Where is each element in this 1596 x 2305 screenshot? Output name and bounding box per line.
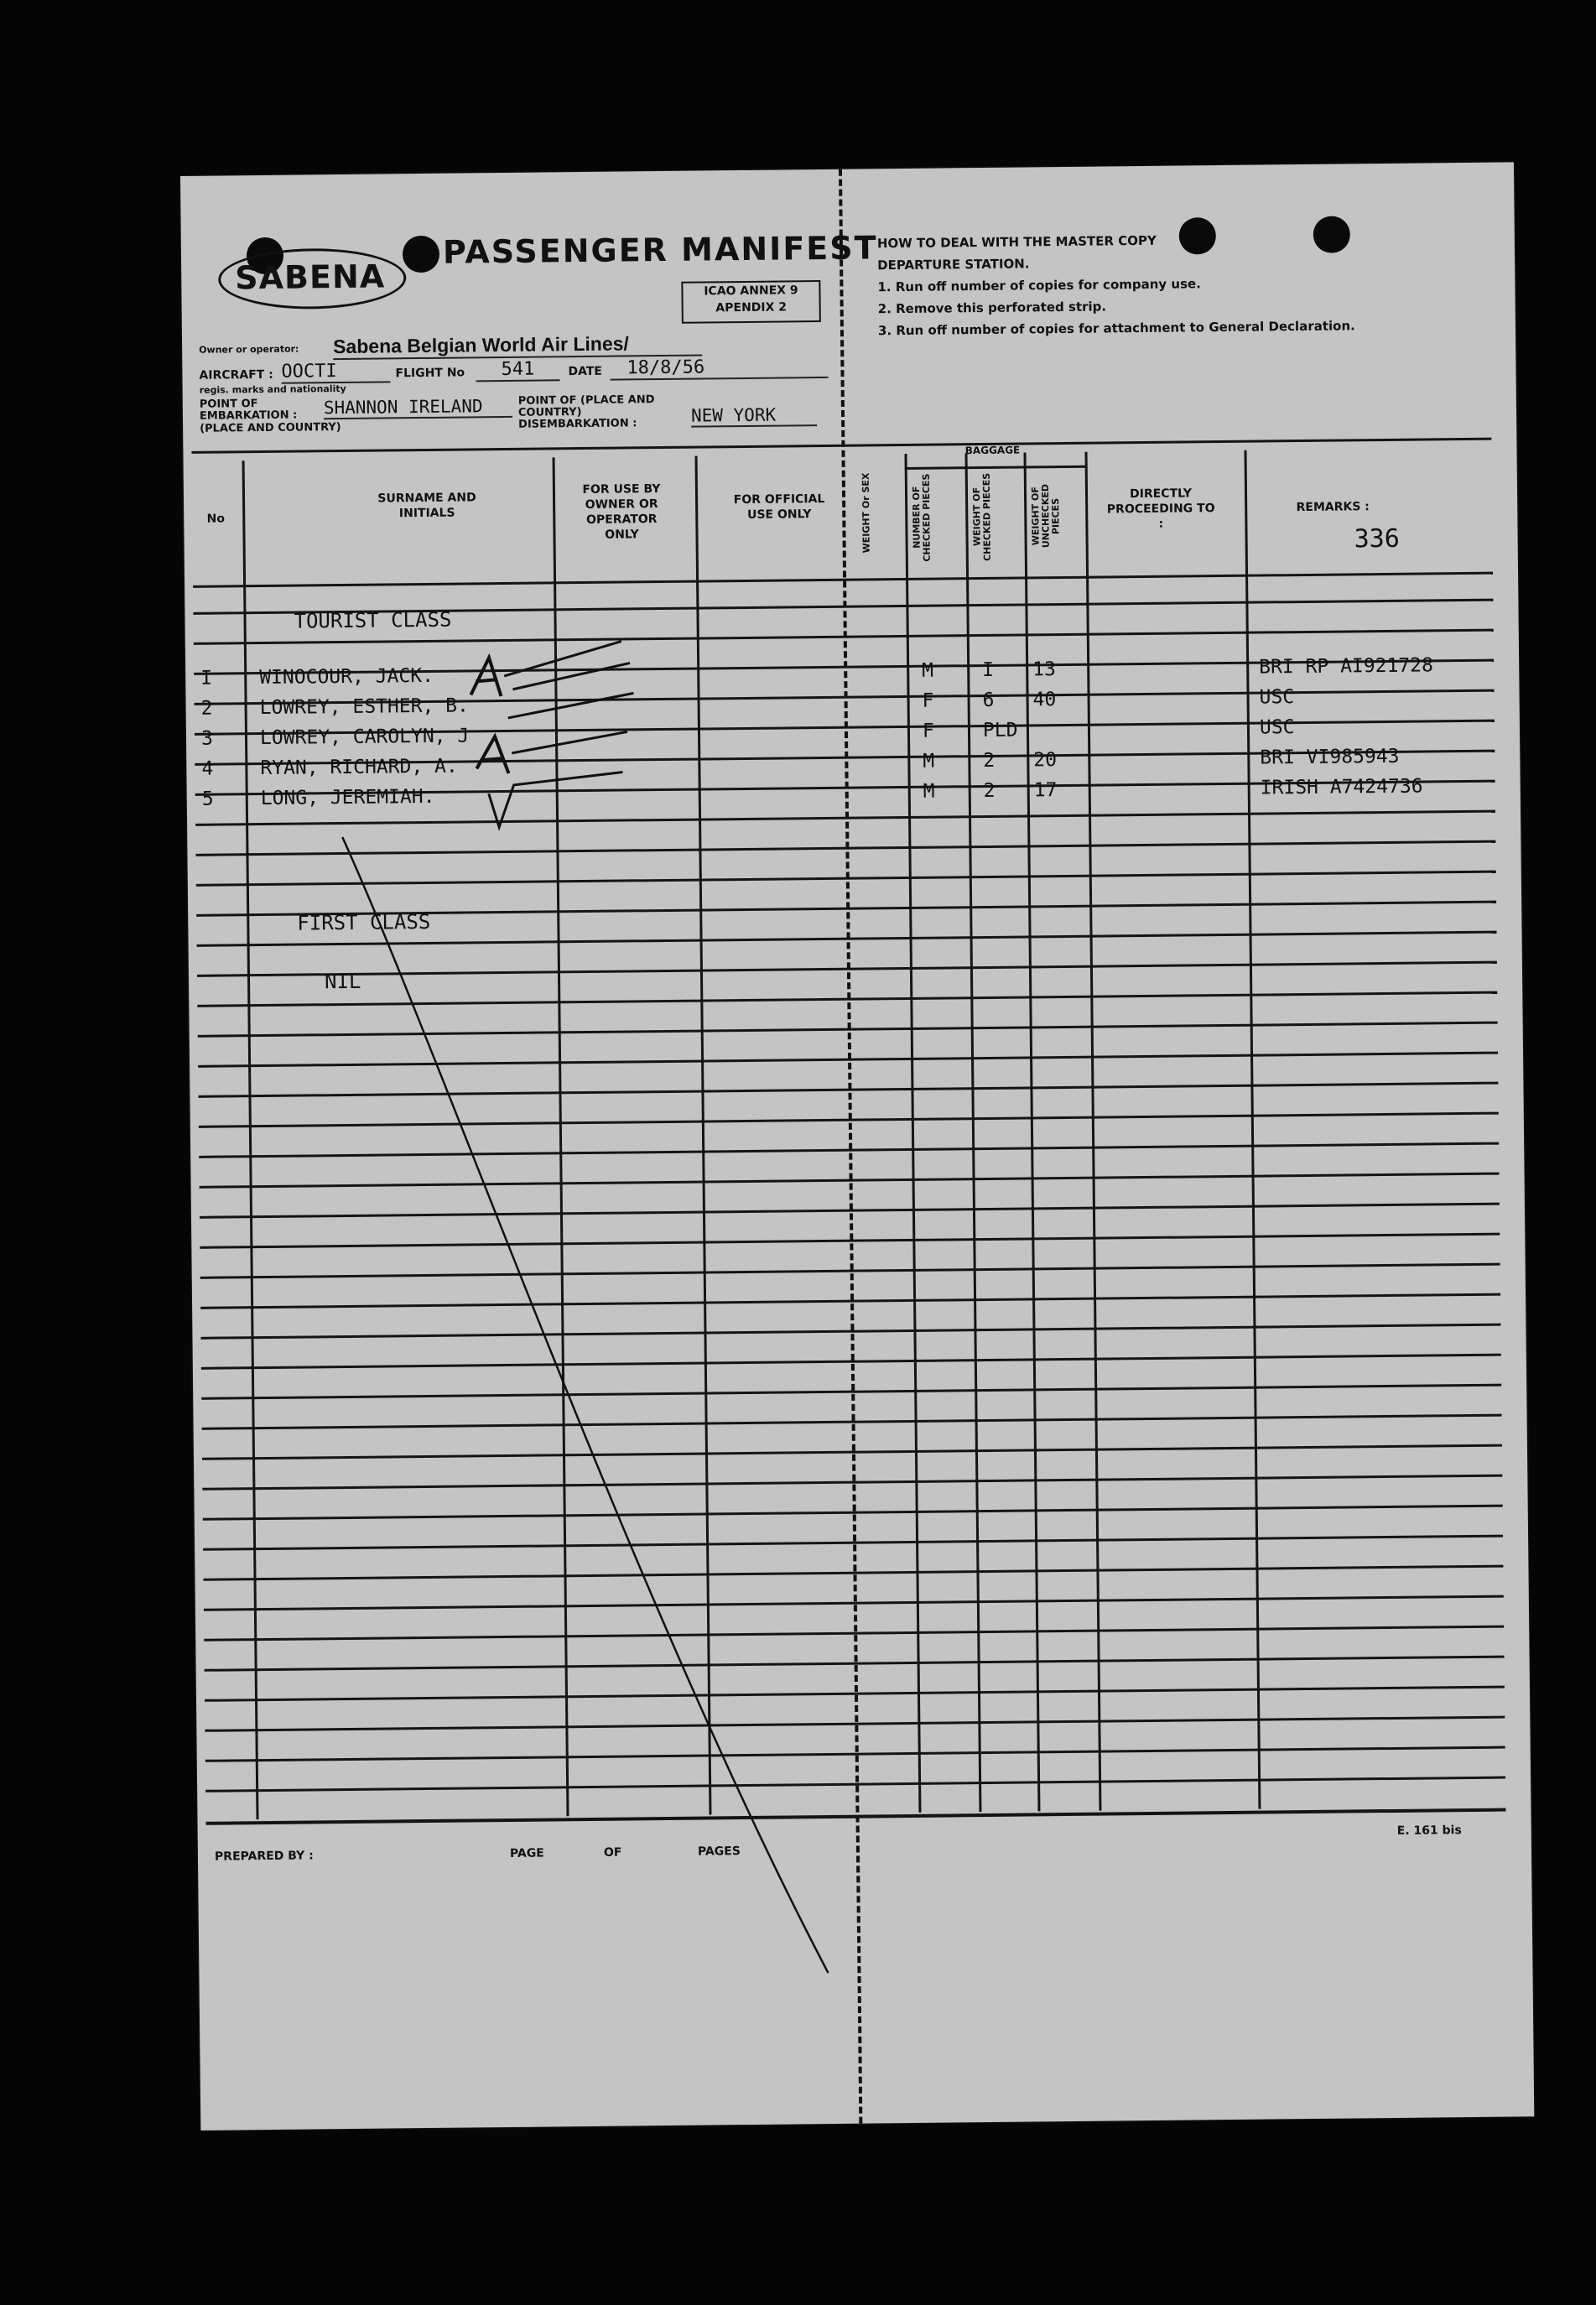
passenger-weight: 13	[1032, 658, 1057, 681]
handwritten-marks	[180, 162, 1534, 2131]
page-label: PAGE	[509, 1846, 544, 1860]
handwritten-initial-a	[476, 736, 508, 773]
passenger-remarks: USC	[1259, 716, 1295, 739]
passenger-pieces: 2	[983, 749, 996, 773]
passenger-remarks: BRI VI985943	[1260, 745, 1400, 769]
passenger-sex: M	[923, 780, 935, 803]
col-weight-checked: WEIGHT OF CHECKED PIECES	[970, 472, 993, 561]
sabena-logo-text: SABENA	[235, 258, 386, 297]
col-remarks: REMARKS :	[1296, 500, 1370, 515]
embark-value: SHANNON IRELAND	[324, 396, 512, 419]
disembark-value: NEW YORK	[691, 404, 817, 428]
manifest-sheet	[180, 162, 1534, 2131]
of-label: OF	[603, 1845, 622, 1860]
owner-label: Owner or operator:	[199, 343, 299, 356]
document-title: PASSENGER MANIFEST	[442, 229, 878, 271]
passenger-pieces: I	[982, 658, 995, 682]
aircraft-value: OOCTI	[281, 360, 390, 383]
passenger-remarks: IRISH A7424736	[1260, 775, 1423, 799]
section-first: FIRST CLASS	[297, 909, 431, 935]
col-weight-sex: WEIGHT Or SEX	[860, 472, 872, 554]
disembark-label: POINT OF (PLACE AND COUNTRY) DISEMBARKATION :	[517, 393, 655, 431]
passenger-pieces: 2	[983, 779, 996, 803]
embark-label: POINT OF EMBARKATION :	[199, 398, 298, 423]
passenger-no: I	[200, 667, 213, 689]
col-directly: DIRECTLY PROCEEDING TO :	[1106, 486, 1215, 531]
passenger-name: RYAN, RICHARD, A.	[260, 755, 458, 780]
pages-label: PAGES	[697, 1845, 741, 1859]
icao-line-1: ICAO ANNEX 9	[704, 284, 798, 299]
embark-sub-label: (PLACE AND COUNTRY)	[200, 421, 341, 435]
handwritten-initial-a	[470, 658, 501, 696]
passenger-sex: M	[922, 659, 934, 682]
col-owner-use: FOR USE BY OWNER OR OPERATOR ONLY	[582, 482, 661, 542]
flight-value: 541	[476, 358, 559, 382]
passenger-remarks: BRI RP AI921728	[1259, 654, 1434, 679]
aircraft-sub-label: regis. marks and nationality	[199, 382, 346, 396]
col-surname: SURNAME AND INITIALS	[377, 491, 476, 521]
aircraft-label: AIRCRAFT :	[199, 367, 273, 382]
col-baggage: BAGGAGE	[964, 444, 1021, 457]
passenger-sex: M	[923, 750, 935, 773]
owner-value: Sabena Belgian World Air Lines/	[333, 331, 702, 360]
passenger-weight: 20	[1033, 749, 1058, 772]
instruction-1: HOW TO DEAL WITH THE MASTER COPY	[876, 232, 1157, 252]
passenger-sex: F	[922, 689, 934, 712]
handwritten-stroke	[504, 641, 634, 753]
instruction-3: 1. Run off number of copies for company use.	[877, 276, 1201, 295]
passenger-remarks: USC	[1259, 686, 1295, 709]
section-tourist: TOURIST CLASS	[294, 607, 452, 633]
prepared-by-label: PREPARED BY :	[214, 1849, 314, 1864]
flight-label: FLIGHT No	[395, 366, 465, 381]
form-number: E. 161 bis	[1396, 1824, 1462, 1838]
icao-line-2: APENDIX 2	[715, 300, 788, 315]
instruction-4: 2. Remove this perforated strip.	[877, 299, 1107, 317]
passenger-name: WINOCOUR, JACK.	[259, 664, 434, 689]
instruction-2: DEPARTURE STATION.	[877, 256, 1030, 273]
passenger-pieces: 6	[982, 689, 995, 712]
col-official-use: FOR OFFICIAL USE ONLY	[733, 492, 825, 522]
passenger-weight: 40	[1032, 689, 1057, 711]
col-weight-unchecked: WEIGHT OF UNCHECKED PIECES	[1029, 484, 1062, 549]
section-nil: NIL	[324, 969, 361, 994]
passenger-sex: F	[922, 720, 934, 742]
passenger-pieces: PLD	[982, 719, 1018, 742]
passenger-weight: 17	[1033, 779, 1058, 802]
handwritten-tick	[488, 773, 623, 828]
remarks-page-number: 336	[1354, 523, 1400, 554]
passenger-no: 3	[200, 727, 214, 750]
date-label: DATE	[568, 364, 603, 379]
passenger-name: LOWREY, ESTHER, B.	[259, 695, 470, 720]
passenger-name: LONG, JEREMIAH.	[260, 785, 435, 810]
passenger-no: 5	[201, 788, 214, 810]
diagonal-cancel-line	[342, 832, 828, 1978]
passenger-no: 4	[201, 757, 214, 780]
col-num-checked: NUMBER OF CHECKED PIECES	[910, 473, 933, 562]
col-no: No	[206, 512, 226, 526]
passenger-name: LOWREY, CAROLYN, J	[259, 725, 470, 750]
date-value: 18/8/56	[610, 356, 828, 381]
instruction-5: 3. Run off number of copies for attachment to General Declaration.	[877, 318, 1355, 339]
passenger-no: 2	[200, 697, 213, 720]
